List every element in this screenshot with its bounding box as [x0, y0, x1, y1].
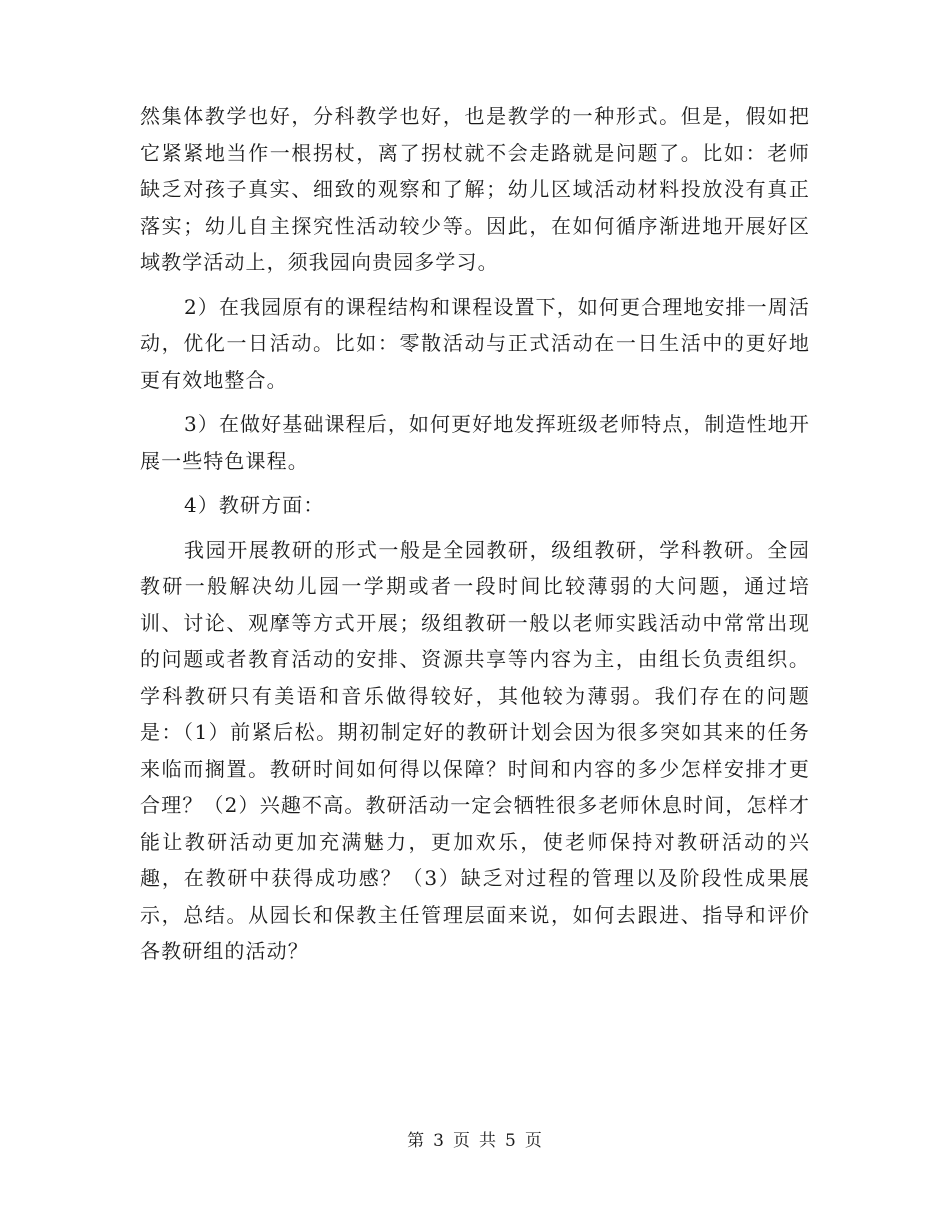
footer-total-pages: 5 [505, 1131, 517, 1151]
document-body [140, 98, 810, 978]
footer-current-page: 3 [433, 1131, 445, 1151]
footer-page-label: 页 [453, 1131, 471, 1151]
paragraph-item-2: 2）在我园原有的课程结构和课程设置下，如何更合理地安排一周活动，优化一日活动。比如：零散活动与正式活动在一日生活中的更好地更有效地整合。 [140, 294, 810, 392]
footer-prefix: 第 [407, 1131, 426, 1151]
page-footer [0, 1126, 950, 1151]
paragraph-item-4-heading: 4）教研方面： [184, 493, 325, 517]
paragraph-teaching-research: 我园开展教研的形式一般是全园教研，级组教研，学科教研。全园教研一般解决幼儿园一学期或者一段时间比较薄弱的大问题，通过培训、讨论、观摩等方式开展；级组教研一般以老师实践活动中常常出现的问题或者教育活动的安排、资源共享等内容为主，由组长负责组织。学科教研只有美语和音乐做得较好，其他较为薄弱。我们存在的问题是：（1）前紧后松。期初制定好的教研计划会因为很多突如其来的任务来临而搁置。教研时间如何得以保障？时间和内容的多少怎样安排才更合理？（2）兴趣不高。教研活动一定会牺牲很多老师休息时间，怎样才能让教研活动更加充满魅力，更加欢乐，使老师保持对教研活动的兴趣，在教研中获得成功感？（3）缺乏对过程的管理以及阶段性成果展示，总结。从园长和保教主任管理层面来说，如何去跟进、指导和评价各教研组的活动？ [140, 537, 810, 963]
paragraph-continuation: 然集体教学也好，分科教学也好，也是教学的一种形式。但是，假如把它紧紧地当作一根拐杖，离了拐杖就不会走路就是问题了。比如：老师缺乏对孩子真实、细致的观察和了解；幼儿区域活动材料投放没有真正落实；幼儿自主探究性活动较少等。因此，在如何循序渐进地开展好区域教学活动上，须我园向贵园多学习。 [140, 104, 810, 274]
paragraph-item-3: 3）在做好基础课程后，如何更好地发挥班级老师特点，制造性地开展一些特色课程。 [140, 412, 810, 473]
footer-total-label: 共 [479, 1131, 497, 1151]
footer-suffix: 页 [524, 1131, 543, 1151]
